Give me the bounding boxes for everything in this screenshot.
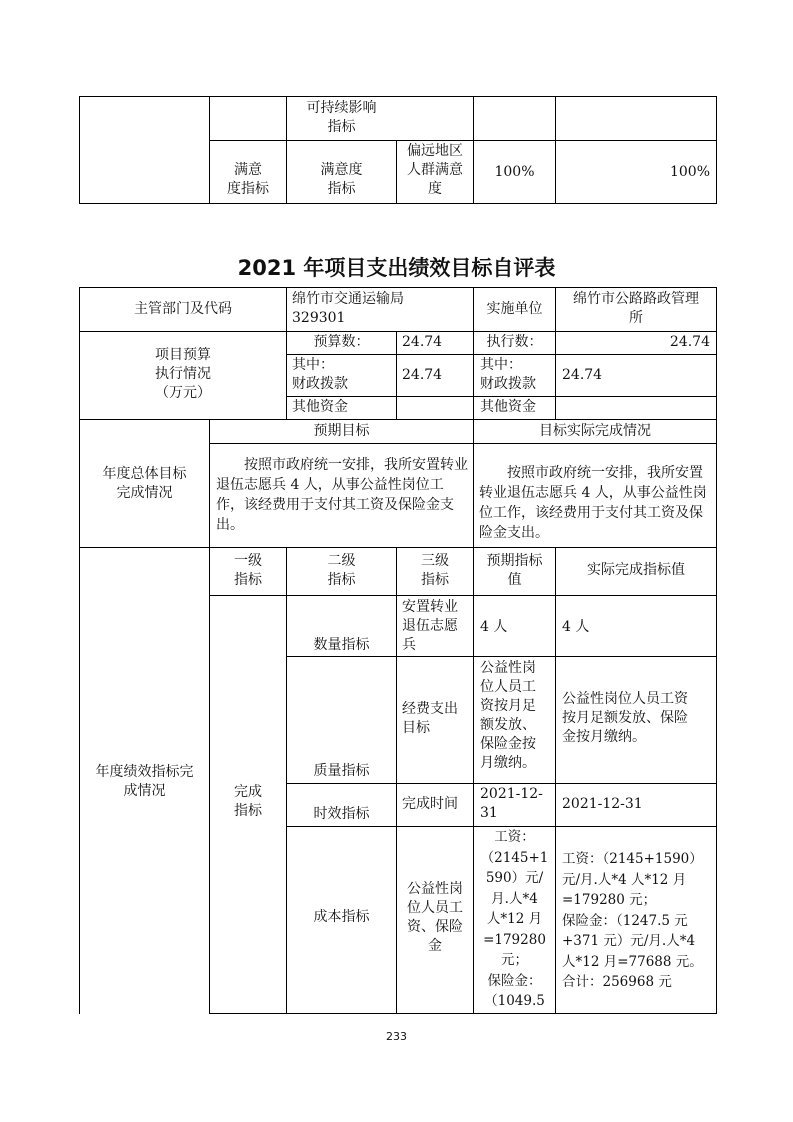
dept-label: 主管部门及代码: [134, 301, 232, 317]
fiscal-value: 24.74: [402, 367, 443, 383]
table-row-cost-l3: 公益性岗 位人员工 资、保险 金: [407, 881, 463, 954]
satisfaction-sub-label: 满意度 指标: [320, 162, 363, 197]
table-row-time-actual: 2021-12-31: [562, 796, 643, 812]
table-line: [79, 203, 717, 204]
budget-label: 项目预算 执行情况 （万元）: [155, 347, 211, 401]
expected-header: 预期目标: [313, 423, 370, 439]
table-line: [79, 96, 717, 97]
other-funds-label: 其他资金: [292, 399, 348, 415]
table-line: [209, 419, 210, 1014]
table-row-cost-l2: 成本指标: [313, 909, 370, 925]
table-line: [473, 96, 474, 203]
page-number: 233: [386, 1030, 407, 1043]
table-line: [79, 547, 717, 548]
table-row-time-expected: 2021-12- 31: [480, 786, 543, 821]
fiscal-label-2: 其中： 财政拨款: [480, 357, 536, 392]
impl-value: 绵竹市公路路政管理 所: [573, 291, 699, 326]
exec-amount-value: 24.74: [669, 334, 710, 350]
table-line: [286, 396, 717, 397]
table-line: [473, 287, 474, 547]
table-line: [209, 443, 717, 444]
header-level1: 一级 指标: [234, 553, 262, 588]
exec-amount-label: 执行数：: [486, 334, 543, 350]
table-row-cost-actual: 工资：（2145+1590） 元/月.人*4 人*12 月 =179280 元； 保险金：（1247.5 元 +371 元）元/月.人*4 人*12 月=77688 元。 合计：256968 元: [562, 851, 703, 990]
header-level2: 二级 指标: [327, 553, 356, 588]
table-line: [79, 419, 717, 420]
table-row-quantity-expected: 4 人: [480, 619, 508, 635]
sustain-label: 可持续影响 指标: [306, 100, 377, 135]
fiscal-label: 其中： 财政拨款: [292, 357, 348, 392]
page-title: 2021 年项目支出绩效目标自评表: [237, 256, 556, 280]
budget-amount-value: 24.74: [402, 334, 443, 350]
annual-label: 年度总体目标 完成情况: [102, 466, 187, 501]
satisfaction-actual: 100%: [669, 164, 710, 180]
actual-text: 按照市政府统一安排，我所安置转业退伍志愿兵 4 人，从事公益性岗位工作，该经费用于支付其工资及保险金支出。: [479, 465, 707, 541]
table-line: [79, 287, 717, 288]
actual-header: 目标实际完成情况: [539, 423, 651, 439]
table-row-time-l3: 完成时间: [402, 796, 458, 812]
dept-value: 绵竹市交通运输局 329301: [292, 291, 404, 326]
table-line: [286, 287, 287, 419]
table-line: [286, 656, 717, 657]
expected-text: 按照市政府统一安排，我所安置转业退伍志愿兵 4 人，从事公益性岗位工作，该经费用于支付其工资及保险金支出。: [216, 457, 468, 533]
table-row-quality-l2: 质量指标: [313, 763, 370, 779]
table-row-quality-actual: 公益性岗位人员工资 按月足额发放、保险 金按月缴纳。: [562, 691, 688, 745]
table-line: [286, 783, 717, 784]
table-line: [286, 354, 717, 355]
table-line: [555, 547, 556, 1014]
satisfaction-label: 满意 度指标: [227, 162, 269, 197]
satisfaction-expected: 100%: [494, 164, 535, 180]
header-actual: 实际完成指标值: [587, 562, 685, 578]
other-funds-label-2: 其他资金: [480, 399, 536, 415]
table-line: [716, 287, 717, 1014]
impl-label: 实施单位: [486, 301, 543, 317]
satisfaction-item: 偏远地区 人群满意 度: [407, 143, 463, 197]
table-row-quality-expected: 公益性岗 位人员工 资按月足 额发放、 保险金按 月缴纳。: [480, 660, 536, 771]
table-row-quantity-l2: 数量指标: [313, 637, 370, 653]
table-line: [79, 331, 717, 332]
budget-amount-label: 预算数：: [313, 334, 370, 350]
header-level3: 三级 指标: [421, 553, 449, 588]
table-row-cost-expected: 工资： （2145+1 590）元/ 月.人*4 人*12 月 =179280 元； 保险金： （1049.5: [480, 829, 549, 1009]
fiscal-value-2: 24.74: [562, 367, 603, 383]
table-row-time-l2: 时效指标: [313, 806, 370, 822]
table-row-quantity-l3: 安置转业 退伍志愿 兵: [402, 599, 458, 653]
table-line: [396, 331, 397, 419]
level1-completion: 完成 指标: [234, 784, 262, 819]
header-expected: 预期指标 值: [486, 553, 543, 588]
perf-label: 年度绩效指标完 成情况: [95, 764, 194, 799]
table-row-quality-l3: 经费支出 目标: [402, 701, 458, 736]
table-line: [716, 96, 717, 203]
table-line: [555, 96, 556, 203]
table-line: [79, 96, 80, 203]
table-row-quantity-actual: 4 人: [562, 619, 590, 635]
